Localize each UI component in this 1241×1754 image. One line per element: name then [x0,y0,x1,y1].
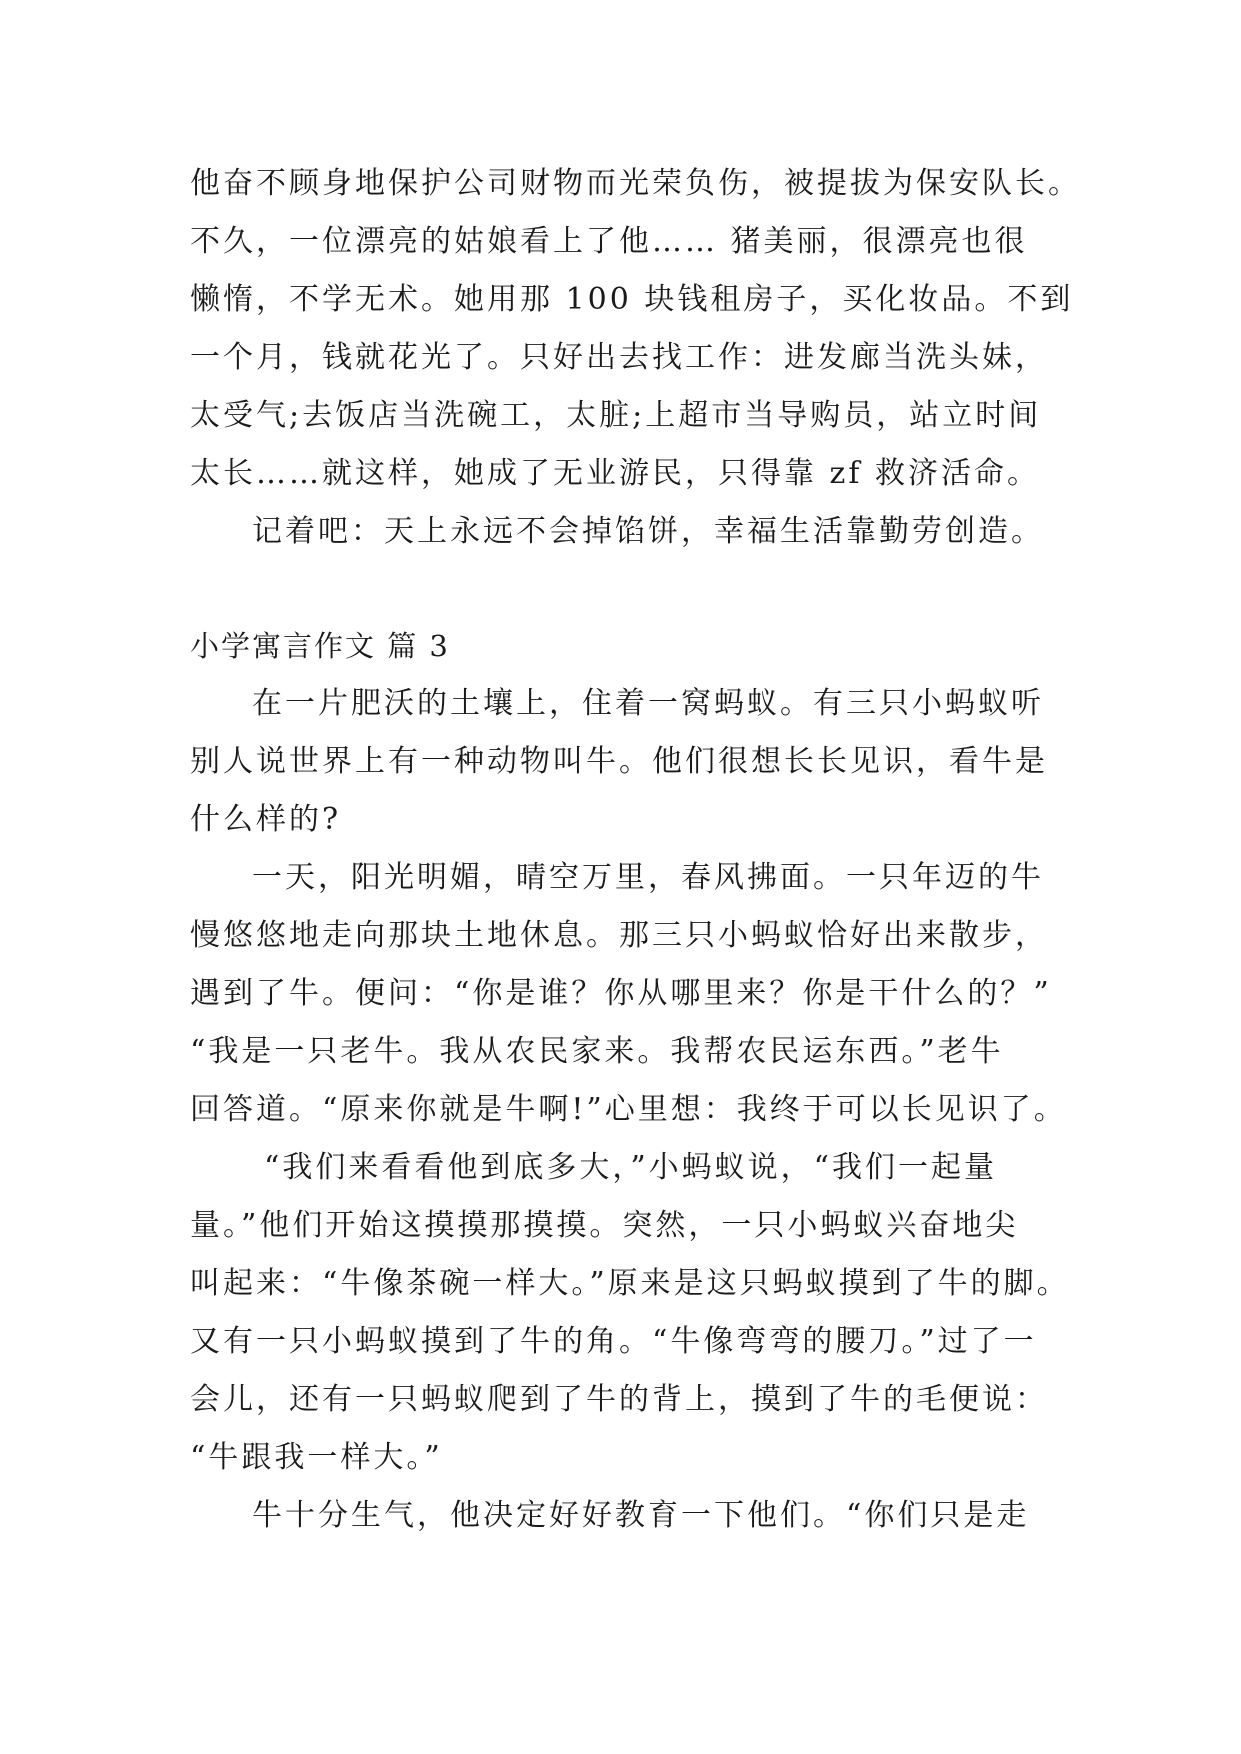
paragraph-line: 量。”他们开始这摸摸那摸摸。突然，一只小蚂蚁兴奋地尖 [190,1208,1019,1243]
paragraph-line: “我是一只老牛。我从农民家来。我帮农民运东西。”老牛 [190,1034,1004,1069]
paragraph-line: 不久，一位漂亮的姑娘看上了他…… 猪美丽，很漂亮也很 [190,224,1028,259]
paragraph-line: 又有一只小蚂蚁摸到了牛的角。“牛像弯弯的腰刀。”过了一 [190,1324,1037,1359]
paragraph-line: 懒惰，不学无术。她用那 100 块钱租房子，买化妆品。不到 [190,282,1074,317]
paragraph-line: “牛跟我一样大。” [190,1440,443,1475]
paragraph-line: 回答道。“原来你就是牛啊!”心里想：我终于可以长见识了。 [190,1092,1067,1127]
paragraph-line: 慢悠悠地走向那块土地休息。那三只小蚂蚁恰好出来散步， [190,918,1048,953]
paragraph-line: 他奋不顾身地保护公司财物而光荣负伤，被提拔为保安队长。 [190,166,1081,201]
paragraph-line: 太长……就这样，她成了无业游民，只得靠 zf 救济活命。 [190,456,1040,491]
paragraph-line: 一天，阳光明媚，晴空万里，春风拂面。一只年迈的牛 [252,860,1044,895]
paragraph-line: 在一片肥沃的土壤上，住着一窝蚂蚁。有三只小蚂蚁听 [252,686,1044,721]
paragraph-line: 太受气;去饭店当洗碗工，太脏;上超市当导购员，站立时间 [190,398,1042,433]
paragraph-line: 什么样的? [190,802,342,837]
paragraph-line: 一个月，钱就花光了。只好出去找工作：进发廊当洗头妹， [190,340,1048,375]
paragraph-line: 会儿，还有一只蚂蚁爬到了牛的背上，摸到了牛的毛便说： [190,1382,1048,1417]
paragraph-line: 牛十分生气，他决定好好教育一下他们。“你们只是走 [252,1498,1030,1533]
paragraph-line: 叫起来：“牛像茶碗一样大。”原来是这只蚂蚁摸到了牛的脚。 [190,1266,1070,1301]
paragraph-line: “我们来看看他到底多大，”小蚂蚁说，“我们一起量 [264,1150,998,1185]
section-heading: 小学寓言作文 篇 3 [190,629,450,663]
paragraph-line: 遇到了牛。便问：“你是谁？你从哪里来？你是干什么的？” [190,976,1052,1011]
paragraph-line: 别人说世界上有一种动物叫牛。他们很想长长见识，看牛是 [190,744,1048,779]
paragraph-line: 记着吧：天上永远不会掉馅饼，幸福生活靠勤劳创造。 [252,514,1044,549]
